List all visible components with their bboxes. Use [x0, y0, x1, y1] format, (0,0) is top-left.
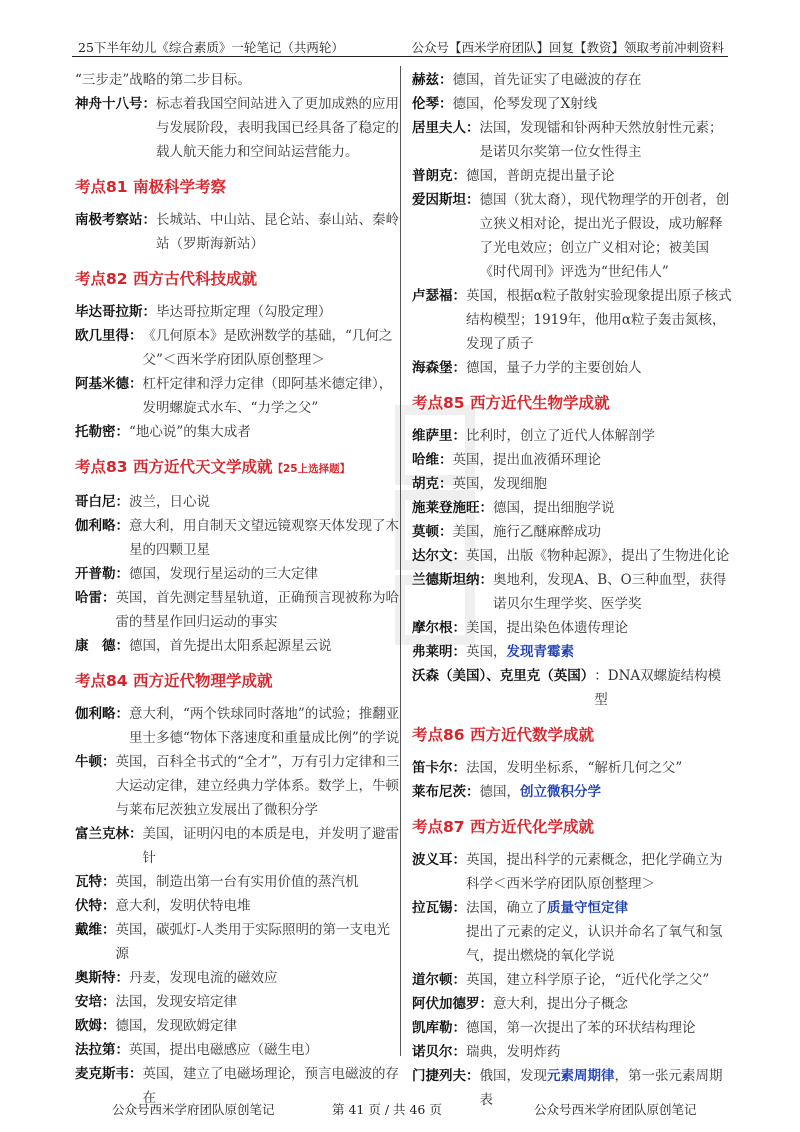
list-item [412, 496, 734, 520]
list-item [412, 448, 734, 472]
entry-desc: 法国，发现安培定律 [115, 994, 237, 1010]
entry-desc: 英国，提出电磁感应（磁生电） [129, 1042, 318, 1058]
entry-term: 富兰克林： [75, 826, 143, 842]
entry-term: 麦克斯韦： [75, 1066, 143, 1082]
entry-desc: 德国，首先证实了电磁波的存在 [452, 72, 642, 88]
entry-term: 爱因斯坦： [412, 192, 480, 208]
desc-text: 法国，确立了 [466, 900, 547, 916]
exam-tag: 【25上选择题】 [272, 463, 351, 475]
entry-term: 欧姆： [75, 1018, 116, 1034]
entry-term: 哈雷： [75, 590, 116, 606]
entry-term: 摩尔根： [412, 620, 466, 636]
entry-desc [466, 640, 734, 664]
section-81-heading: 考点81 南极科学考察 [75, 178, 226, 196]
entry-desc: 英国，出版《物种起源》，提出了生物进化论 [466, 548, 730, 564]
entry-term: 奥斯特： [75, 970, 129, 986]
left-column [75, 68, 401, 1110]
entry-desc: 意大利，“两个铁球同时落地”的试验；推翻亚里士多德“物体下落速度和重量成比例”的学说 [129, 706, 400, 746]
entry-term: 阿伏加德罗： [412, 996, 493, 1012]
footer-left: 公众号西米学府团队原创笔记 [112, 1102, 275, 1117]
list-item [75, 372, 401, 420]
list-item [412, 284, 734, 356]
entry-desc: 德国，伦琴发现了X射线 [452, 96, 598, 112]
entry-desc: 德国，发现行星运动的三大定律 [129, 566, 318, 582]
list-item [75, 514, 401, 562]
section-82-heading: 考点82 西方古代科技成就 [75, 270, 257, 288]
list-item [412, 164, 734, 188]
list-item [75, 702, 401, 750]
entry-term: 托勒密： [75, 424, 129, 440]
list-item [75, 990, 401, 1014]
section-83-heading [75, 455, 401, 481]
entry-term: 伦琴： [412, 96, 453, 112]
desc-text: 英国， [466, 644, 507, 660]
entry-desc: 德国（犹太裔），现代物理学的开创者，创立狭义相对论，提出光子假设，成功解释了光电效应；创立广义相对论；被美国《时代周刊》评选为“世纪伟人” [479, 192, 730, 280]
entry-term: 门捷列夫： [412, 1068, 480, 1084]
entry-term: 瓦特： [75, 874, 116, 890]
entry-term: 哈维： [412, 452, 453, 468]
list-item [412, 188, 734, 284]
entry-term: 拉瓦锡： [412, 900, 466, 916]
entry-desc: 美国，证明闪电的本质是电，并发明了避雷针 [142, 826, 399, 866]
entry-term: 康 德： [75, 638, 129, 654]
entry-term: 弗莱明： [412, 644, 466, 660]
entry-desc: 德国，普朗克提出量子论 [466, 168, 615, 184]
entry-desc: 法国，发明坐标系，“解析几何之父” [466, 760, 683, 776]
entry-desc: 意大利，发明伏特电堆 [115, 898, 251, 914]
header-left: 25下半年幼儿《综合素质》一轮笔记（共两轮） [78, 40, 344, 55]
entry-term: 诺贝尔： [412, 1044, 466, 1060]
list-item [412, 424, 734, 448]
entry-term: 牛顿： [75, 754, 116, 770]
entry-term: 兰德斯坦纳： [412, 572, 493, 588]
entry-desc: 英国，建立了电磁场理论，预言电磁波的存在 [142, 1066, 399, 1106]
entry-desc: 英国，提出科学的元素概念，把化学确立为科学＜西米学府团队原创整理＞ [466, 852, 723, 892]
entry-term: 海森堡： [412, 360, 466, 376]
entry-desc: 波兰，日心说 [129, 494, 210, 510]
entry-term: 笛卡尔： [412, 760, 466, 776]
entry-term: 伽利略： [75, 518, 129, 534]
entry-term: 法拉第： [75, 1042, 129, 1058]
entry-term: 赫兹： [412, 72, 453, 88]
list-item [75, 822, 401, 870]
entry-desc: 美国，提出染色体遗传理论 [466, 620, 628, 636]
section-87-heading: 考点87 西方近代化学成就 [412, 818, 594, 836]
page-number: 第 41 页 / 共 46 页 [332, 1102, 442, 1117]
entry-term: 维萨里： [412, 428, 466, 444]
list-item [412, 992, 734, 1016]
list-item [412, 568, 734, 616]
list-item [412, 616, 734, 640]
highlight-text: 创立微积分学 [520, 784, 601, 800]
list-item [75, 894, 401, 918]
entry-desc: ：DNA双螺旋结构模型 [594, 668, 722, 708]
list-item [412, 92, 734, 116]
entry-term: 胡克： [412, 476, 453, 492]
entry-desc [480, 780, 735, 804]
entry-lavoisier [412, 896, 734, 968]
section-84-heading: 考点84 西方近代物理学成就 [75, 672, 273, 690]
header-right: 公众号【西米学府团队】回复【教资】领取考前冲刺资料 [411, 40, 724, 55]
entry-desc: 标志着我国空间站进入了更加成熟的应用与发展阶段，表明我国已经具备了稳定的载人航天能力和空间站运营能力。 [156, 96, 399, 160]
highlight-text: 发现青霉素 [506, 644, 574, 660]
desc-text: 俄国，发现 [479, 1068, 547, 1084]
list-item [412, 1016, 734, 1040]
entry-term: 毕达哥拉斯： [75, 304, 156, 320]
page-header [72, 34, 728, 57]
entry-desc: 奥地利，发现A、B、O三种血型，获得诺贝尔生理学奖、医学奖 [493, 572, 727, 612]
section-86-heading: 考点86 西方近代数学成就 [412, 726, 594, 744]
entry-term: 伽利略： [75, 706, 129, 722]
entry-term: 阿基米德： [75, 376, 143, 392]
entry-desc: 英国，根据α粒子散射实验现象提出原子核式结构模型；1919年，他用α粒子轰击氮核，发现了质子 [466, 288, 732, 352]
entry-desc: 《几何原本》是欧洲数学的基础，“几何之父”＜西米学府团队原创整理＞ [142, 328, 393, 368]
entry-term: 神舟十八号： [75, 96, 156, 112]
entry-term: 欧几里得： [75, 328, 143, 344]
entry-desc: 英国，碳弧灯-人类用于实际照明的第一支电光源 [115, 922, 391, 962]
entry-term: 莫顿： [412, 524, 453, 540]
entry-shenzhou [75, 92, 401, 164]
section-85-heading: 考点85 西方近代生物学成就 [412, 394, 610, 412]
entry-desc: 德国，第一次提出了苯的环状结构理论 [466, 1020, 696, 1036]
entry-fleming [412, 640, 734, 664]
footer-right: 公众号西米学府团队原创笔记 [534, 1102, 697, 1117]
section-83-title: 考点83 西方近代天文学成就 [75, 458, 273, 476]
entry-term: 居里夫人： [412, 120, 480, 136]
entry-term: 莱布尼茨： [412, 784, 480, 800]
highlight-text: 元素周期律 [547, 1068, 615, 1084]
entry-desc: “地心说”的集大成者 [129, 424, 251, 440]
desc-text: 提出了元素的定义，认识并命名了氧气和氢气，提出燃烧的氧化学说 [466, 924, 723, 964]
list-item [75, 490, 401, 514]
list-item [75, 1038, 401, 1062]
entry-desc: 英国，百科全书式的“全才”，万有引力定律和三大运动定律，建立经典力学体系。数学上，牛顿与莱布尼茨独立发展出了微积分学 [115, 754, 400, 818]
entry-desc: 意大利，提出分子概念 [493, 996, 628, 1012]
entry-term: 戴维： [75, 922, 116, 938]
list-item [412, 968, 734, 992]
entry-desc: 英国，发现细胞 [452, 476, 547, 492]
list-item [75, 420, 401, 444]
desc-text: ，第一张元素周期表 [479, 1068, 723, 1108]
entry-term: 南极考察站： [75, 212, 156, 228]
entry-desc: 长城站、中山站、昆仑站、泰山站、秦岭站（罗斯海新站） [156, 212, 399, 252]
entry-desc: 德国，首先提出太阳系起源星云说 [129, 638, 332, 654]
list-item [75, 1014, 401, 1038]
entry-desc: 英国，制造出第一台有实用价值的蒸汽机 [115, 874, 359, 890]
entry-desc: 意大利，用自制天文望远镜观察天体发现了木星的四颗卫星 [129, 518, 399, 558]
list-item [412, 116, 734, 164]
entry-term: 卢瑟福： [412, 288, 466, 304]
entry-boyle [412, 848, 734, 896]
list-item [75, 966, 401, 990]
list-item [75, 300, 401, 324]
entry-desc: 德国，提出细胞学说 [493, 500, 615, 516]
entry-term: 伏特： [75, 898, 116, 914]
entry-desc: 瑞典，发明炸药 [466, 1044, 561, 1060]
entry-desc: 杠杆定律和浮力定律（即阿基米德定律），发明螺旋式水车、“力学之父” [142, 376, 393, 416]
entry-term: 安培： [75, 994, 116, 1010]
entry-desc: 英国，建立科学原子论，“近代化学之父” [466, 972, 710, 988]
entry-desc [466, 896, 734, 968]
entry-leibniz [412, 780, 734, 804]
list-item [412, 356, 734, 380]
entry-term: 普朗克： [412, 168, 466, 184]
entry-desc: 美国，施行乙醚麻醉成功 [452, 524, 601, 540]
entry-desc: 英国，首先测定彗星轨道，正确预言现被称为哈雷的彗星作回归运动的事实 [115, 590, 399, 630]
list-item [412, 68, 734, 92]
entry-desc: 丹麦，发现电流的磁效应 [129, 970, 278, 986]
list-item [412, 520, 734, 544]
list-item [75, 918, 401, 966]
list-item [75, 870, 401, 894]
entry-term: 哥白尼： [75, 494, 129, 510]
right-column [412, 68, 734, 1112]
list-item [75, 324, 401, 372]
entry-desc: 法国，发现镭和钋两种天然放射性元素；是诺贝尔奖第一位女性得主 [479, 120, 723, 160]
entry-antarctic [75, 208, 401, 256]
entry-desc: 比利时，创立了近代人体解剖学 [466, 428, 655, 444]
list-item [75, 562, 401, 586]
entry-desc: 英国，提出血液循环理论 [452, 452, 601, 468]
entry-desc: 毕达哥拉斯定理（勾股定理） [156, 304, 332, 320]
entry-desc: 德国，发现欧姆定律 [115, 1018, 237, 1034]
list-item [412, 1040, 734, 1064]
entry-term: 波义耳： [412, 852, 466, 868]
list-item [75, 750, 401, 822]
entry-term: 开普勒： [75, 566, 129, 582]
desc-text: 德国， [479, 784, 520, 800]
list-item [412, 472, 734, 496]
entry-term: 达尔文： [412, 548, 466, 564]
entry-term: 施莱登施旺： [412, 500, 493, 516]
list-item [75, 586, 401, 634]
entry-term: 道尔顿： [412, 972, 466, 988]
list-item [412, 544, 734, 568]
entry-desc: 德国，量子力学的主要创始人 [466, 360, 642, 376]
highlight-text: 质量守恒定律 [547, 900, 628, 916]
entry-descartes [412, 756, 734, 780]
entry-term: 沃森（美国）、克里克（英国） [412, 668, 595, 684]
entry-term: 凯库勒： [412, 1020, 466, 1036]
intro-line: “三步走”战略的第二步目标。 [75, 72, 251, 88]
list-item [75, 634, 401, 658]
entry-watson-crick [412, 664, 734, 712]
